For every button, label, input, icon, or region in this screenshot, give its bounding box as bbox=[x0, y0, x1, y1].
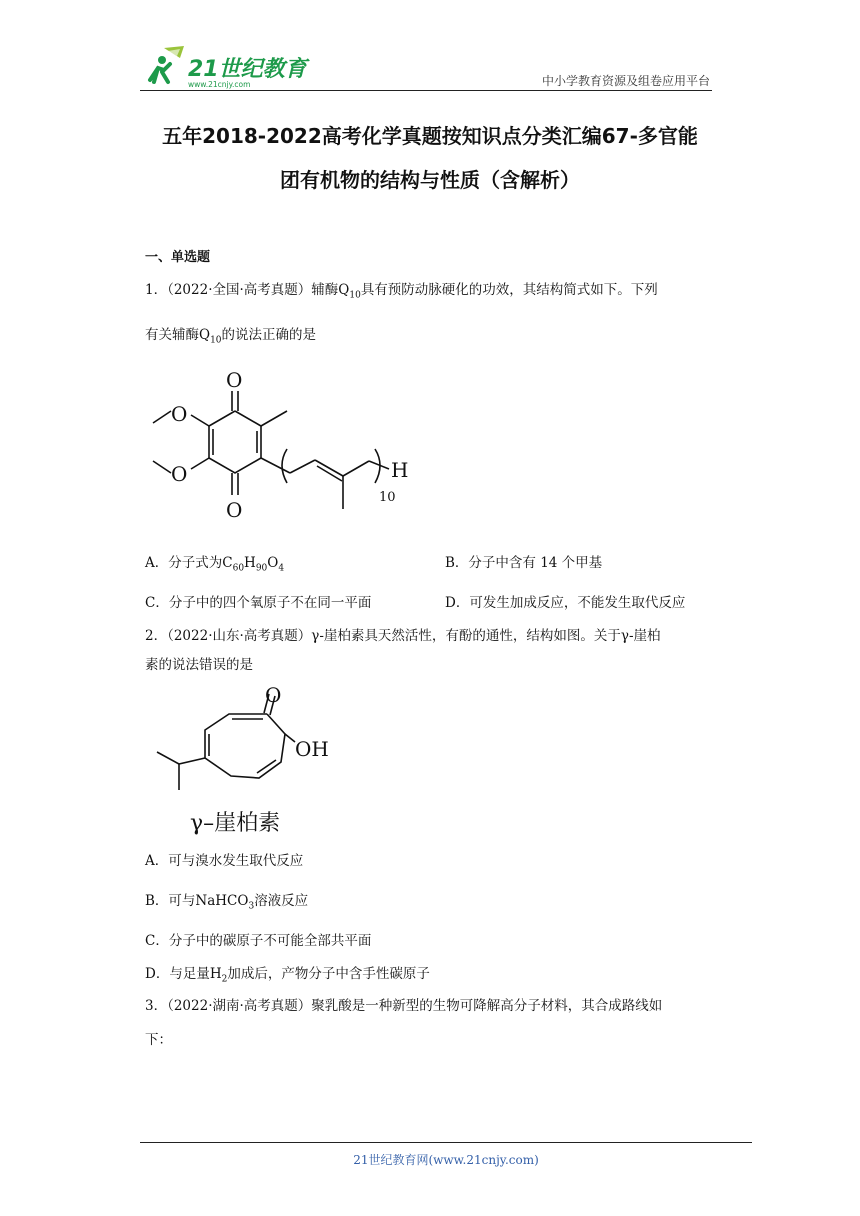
q2-option-b: B．可与NaHCO$_3$溶液反应 bbox=[145, 893, 309, 912]
q2-option-c: C．分子中的碳原子不可能全部共平面 bbox=[145, 933, 372, 949]
q1-option-b: B．分子中含有 14 个甲基 bbox=[445, 555, 603, 571]
page-title-line2: 团有机物的结构与性质（含解析） bbox=[280, 168, 580, 192]
q2-option-d: D．与足量$H_2$加成后，产物分子中含手性碳原子 bbox=[145, 966, 430, 985]
q2-stem-line1: 2．（2022·山东·高考真题）γ-崖柏素具天然活性，有酚的通性，结构如图。关于γ-崖柏 bbox=[145, 628, 661, 644]
logo-text: 21世纪教育 bbox=[188, 57, 307, 82]
q1-option-c: C．分子中的四个氧原子不在同一平面 bbox=[145, 595, 372, 611]
q1-o-top: O bbox=[226, 368, 243, 392]
q1-ome2: O bbox=[171, 462, 188, 486]
q1-option-d: D．可发生加成反应，不能发生取代反应 bbox=[445, 595, 686, 611]
q3-stem-line2: 下： bbox=[145, 1032, 172, 1048]
logo-url: www.21cnjy.com bbox=[188, 80, 251, 89]
q1-o-bottom: O bbox=[226, 498, 243, 522]
gamma-thujaplicin-structure bbox=[145, 680, 345, 840]
footer-link[interactable]: 21世纪教育网(www.21cnjy.com) bbox=[353, 1153, 539, 1167]
header-platform-name: 中小学教育资源及组卷应用平台 bbox=[541, 74, 710, 88]
header-divider bbox=[140, 90, 712, 91]
q1-stem-line2: 有关辅酶$Q_{10}$的说法正确的是 bbox=[145, 327, 317, 346]
q1-h: H bbox=[391, 458, 409, 482]
coenzyme-q10-structure bbox=[145, 365, 425, 525]
q2-option-a: A．可与溴水发生取代反应 bbox=[145, 853, 304, 869]
q1-stem-line1: 1．（2022·全国·高考真题）辅酶$Q_{10}$具有预防动脉硬化的功效，其结构简式如下。下列 bbox=[145, 282, 658, 301]
footer-divider bbox=[140, 1142, 752, 1143]
q1-repeat-n: 10 bbox=[379, 490, 396, 505]
q2-o: O bbox=[265, 683, 282, 707]
runner-icon bbox=[150, 46, 184, 82]
page-title-line1: 五年2018-2022高考化学真题按知识点分类汇编67-多官能 bbox=[162, 124, 698, 148]
section-heading: 一、单选题 bbox=[145, 250, 211, 265]
q2-stem-line2: 素的说法错误的是 bbox=[145, 657, 253, 673]
q2-oh: OH bbox=[295, 737, 329, 761]
q3-stem-line1: 3．（2022·湖南·高考真题）聚乳酸是一种新型的生物可降解高分子材料，其合成路线如 bbox=[145, 998, 663, 1014]
q1-option-a: A．分子式为$C_{60}H_{90}O_4$ bbox=[145, 555, 285, 574]
site-logo bbox=[140, 42, 310, 92]
q1-ome1: O bbox=[171, 402, 188, 426]
q2-caption: γ–崖柏素 bbox=[190, 811, 281, 836]
